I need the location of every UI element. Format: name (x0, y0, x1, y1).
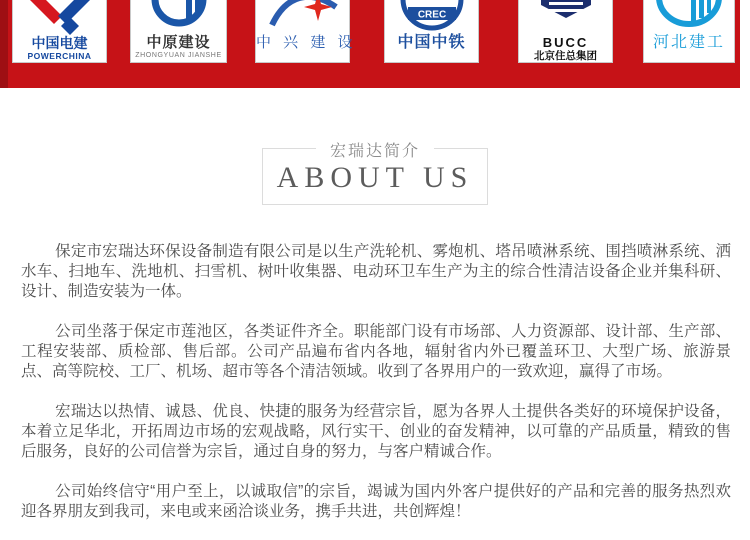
about-paragraph-3: 宏瑞达以热情、诚恳、优良、快捷的服务为经营宗旨，愿为各界人土提供各类好的环境保护设备，本着立足华北，开拓周边市场的宏观战略，风行实干、创业的奋发精神，以可靠的产品质量，精致的售后服务，良好的公司信誉为宗旨，通过自身的努力，与客户精诚合作。 (21, 403, 731, 460)
logo-name-crec: 中国中铁 (397, 34, 466, 51)
bucc-logo-icon (519, 0, 612, 35)
logo-subname-bucc: 北京住总集团 (534, 50, 597, 62)
about-paragraph-2: 公司坐落于保定市莲池区，各类证件齐全。职能部门设有市场部、人力资源部、设计部、生产部、工程安装部、质检部、售后部。公司产品遍布省内各地，辐射省内外已覆盖环卫、大型广场、旅游景点、高等院校、工厂、机场、超市等各个清洁领域。收到了各界用户的一致欢迎，赢得了市场。 (21, 323, 731, 380)
about-paragraph-4: 公司始终信守“用户至上，以诚取信”的宗旨，竭诚为国内外客户提供好的产品和完善的服务热烈欢迎各界朋友到我司，来电或来函洽谈业务，携手共进，共创辉煌！ (21, 483, 731, 520)
logo-name-zhongyuan: 中原建设 (146, 34, 211, 51)
crec-logo-icon (385, 0, 478, 35)
banner-left-edge-stripe (0, 0, 8, 88)
about-title-english: ABOUT US (276, 161, 474, 194)
logo-subname-powerchina: POWERCHINA (27, 51, 92, 61)
partner-logo-card-hebeijiangong[interactable] (643, 0, 735, 63)
about-body (0, 242, 750, 522)
about-title-chinese: 宏瑞达简介 (316, 138, 434, 161)
logo-name-zhongxing: 中 兴 建 设 (256, 34, 357, 51)
zhongxing-logo-icon (256, 0, 349, 35)
logo-name-hebeijiangong: 河北建工 (652, 34, 725, 51)
banner-right-edge-strip (740, 0, 750, 88)
about-title-box (262, 143, 488, 205)
logo-subname-zhongyuan: ZHONGYUAN JIANSHE (135, 52, 222, 59)
partner-logo-card-zhongyuan[interactable] (130, 0, 227, 63)
zhongyuan-logo-icon (131, 0, 226, 35)
partner-logo-card-crec[interactable] (384, 0, 479, 63)
crec-badge-text: CREC (417, 9, 446, 21)
partner-logo-card-zhongxing[interactable] (255, 0, 357, 63)
hebeijiangong-logo-icon (644, 0, 734, 35)
logo-name-powerchina: 中国电建 (31, 35, 88, 51)
partner-logo-card-bucc[interactable] (518, 0, 613, 63)
partner-logo-banner (0, 0, 750, 88)
partner-logo-card-powerchina[interactable] (12, 0, 107, 63)
about-paragraph-1: 保定市宏瑞达环保设备制造有限公司是以生产洗轮机、雾炮机、塔吊喷淋系统、围挡喷淋系统、洒水车、扫地车、洗地机、扫雪机、树叶收集器、电动环卫车生产为主的综合性清洁设备企业并集科研、设计、制造安装为一体。 (21, 243, 731, 300)
powerchina-logo-icon (13, 0, 106, 35)
logo-name-bucc: BUCC (542, 35, 589, 50)
